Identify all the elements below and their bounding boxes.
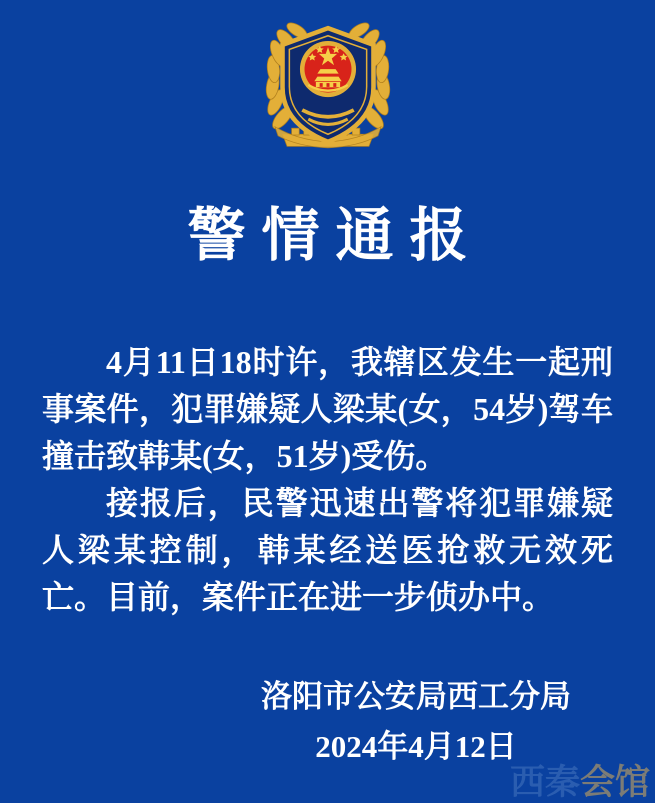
watermark-part2: 会馆 <box>579 763 650 802</box>
notice-paragraph-1: 4月11日18时许，我辖区发生一起刑事案件，犯罪嫌疑人梁某(女，54岁)驾车撞击致韩某(女，51岁)受伤。 <box>42 344 613 474</box>
watermark <box>510 764 650 802</box>
notice-footer <box>0 677 655 767</box>
police-badge-icon <box>0 0 655 157</box>
notice-title: 警情通报 <box>187 203 484 268</box>
notice-paragraph-2: 接报后，民警迅速出警将犯罪嫌疑人梁某控制，韩某经送医抢救无效死亡。目前，案件正在进一步侦办中。 <box>42 485 613 615</box>
notice-body <box>42 339 613 621</box>
watermark-part1: 西秦 <box>509 763 580 802</box>
issuing-authority: 洛阳市公安局西工分局 <box>261 679 571 714</box>
issue-date: 2024年4月12日 <box>315 729 517 764</box>
